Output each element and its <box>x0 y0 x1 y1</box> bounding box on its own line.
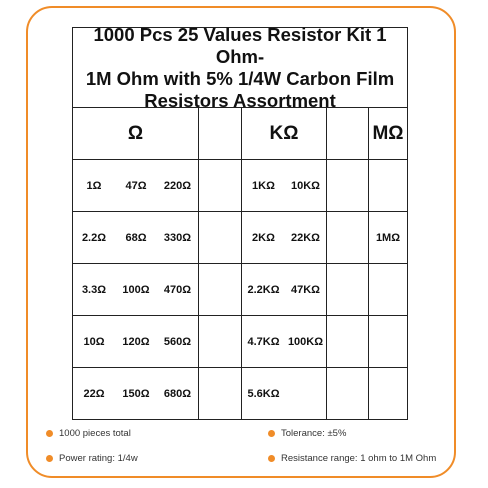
value-cell: 2.2Ω <box>81 231 107 244</box>
bullet-icon <box>46 430 53 437</box>
value-cell: 22KΩ <box>285 212 327 263</box>
value-cell: 220Ω <box>157 160 199 211</box>
value-cell: 1MΩ <box>375 231 401 244</box>
value-cell <box>369 264 407 315</box>
value-cell <box>327 212 369 263</box>
value-cell <box>199 160 242 211</box>
value-cell: 330Ω <box>157 212 199 263</box>
value-cell <box>199 316 242 367</box>
table-row <box>73 264 407 316</box>
unit-header-row <box>73 108 407 160</box>
value-cell: 47Ω <box>125 179 147 192</box>
value-cell <box>327 264 369 315</box>
header-kohm: KΩ <box>242 108 327 159</box>
value-cell: 120Ω <box>122 335 150 348</box>
info-text: 1000 pieces total <box>59 428 131 439</box>
table-row <box>73 212 407 264</box>
value-cell: 150Ω <box>122 387 150 400</box>
value-cell: 1Ω <box>86 179 102 192</box>
value-cell <box>199 212 242 263</box>
kit-title: 1000 Pcs 25 Values Resistor Kit 1 Ohm- 1M Ohm with 5% 1/4W Carbon Film Resistors Assortment <box>73 28 407 108</box>
value-cell <box>369 316 407 367</box>
bullet-icon <box>268 455 275 462</box>
value-cell: 68Ω <box>125 231 147 244</box>
header-mohm: MΩ <box>372 122 404 144</box>
value-cell: 3.3Ω <box>81 283 107 296</box>
value-cell <box>285 368 327 419</box>
bullet-icon <box>46 455 53 462</box>
value-cell: 100KΩ <box>285 316 327 367</box>
value-cell: 4.7KΩ <box>247 335 280 348</box>
value-cell: 560Ω <box>157 316 199 367</box>
table-row <box>73 316 407 368</box>
value-cell <box>327 160 369 211</box>
value-cell: 10Ω <box>83 335 105 348</box>
value-cell: 22Ω <box>83 387 105 400</box>
info-power <box>46 453 138 464</box>
value-cell: 10KΩ <box>285 160 327 211</box>
info-range <box>268 453 436 464</box>
info-text: Power rating: 1/4w <box>59 453 138 464</box>
info-tolerance <box>268 428 346 439</box>
value-cell <box>327 316 369 367</box>
value-cell: 470Ω <box>157 264 199 315</box>
table-row <box>73 160 407 212</box>
value-cell: 5.6KΩ <box>247 387 280 400</box>
header-spacer <box>327 108 369 159</box>
value-cell <box>369 368 407 419</box>
info-text: Tolerance: ±5% <box>281 428 347 439</box>
table-row <box>73 368 407 419</box>
value-cell <box>369 160 407 211</box>
value-cell: 2.2KΩ <box>247 283 280 296</box>
resistor-table <box>72 23 408 420</box>
value-cell <box>327 368 369 419</box>
info-text: Resistance range: 1 ohm to 1M Ohm <box>281 453 437 464</box>
value-cell: 47KΩ <box>285 264 327 315</box>
value-cell: 680Ω <box>157 368 199 419</box>
header-spacer <box>199 108 242 159</box>
value-cell: 2KΩ <box>252 231 275 244</box>
value-cell: 100Ω <box>122 283 150 296</box>
header-ohm: Ω <box>73 108 199 159</box>
value-cell <box>199 264 242 315</box>
bullet-icon <box>268 430 275 437</box>
value-cell: 1KΩ <box>252 179 275 192</box>
info-total <box>46 428 131 439</box>
value-cell <box>199 368 242 419</box>
